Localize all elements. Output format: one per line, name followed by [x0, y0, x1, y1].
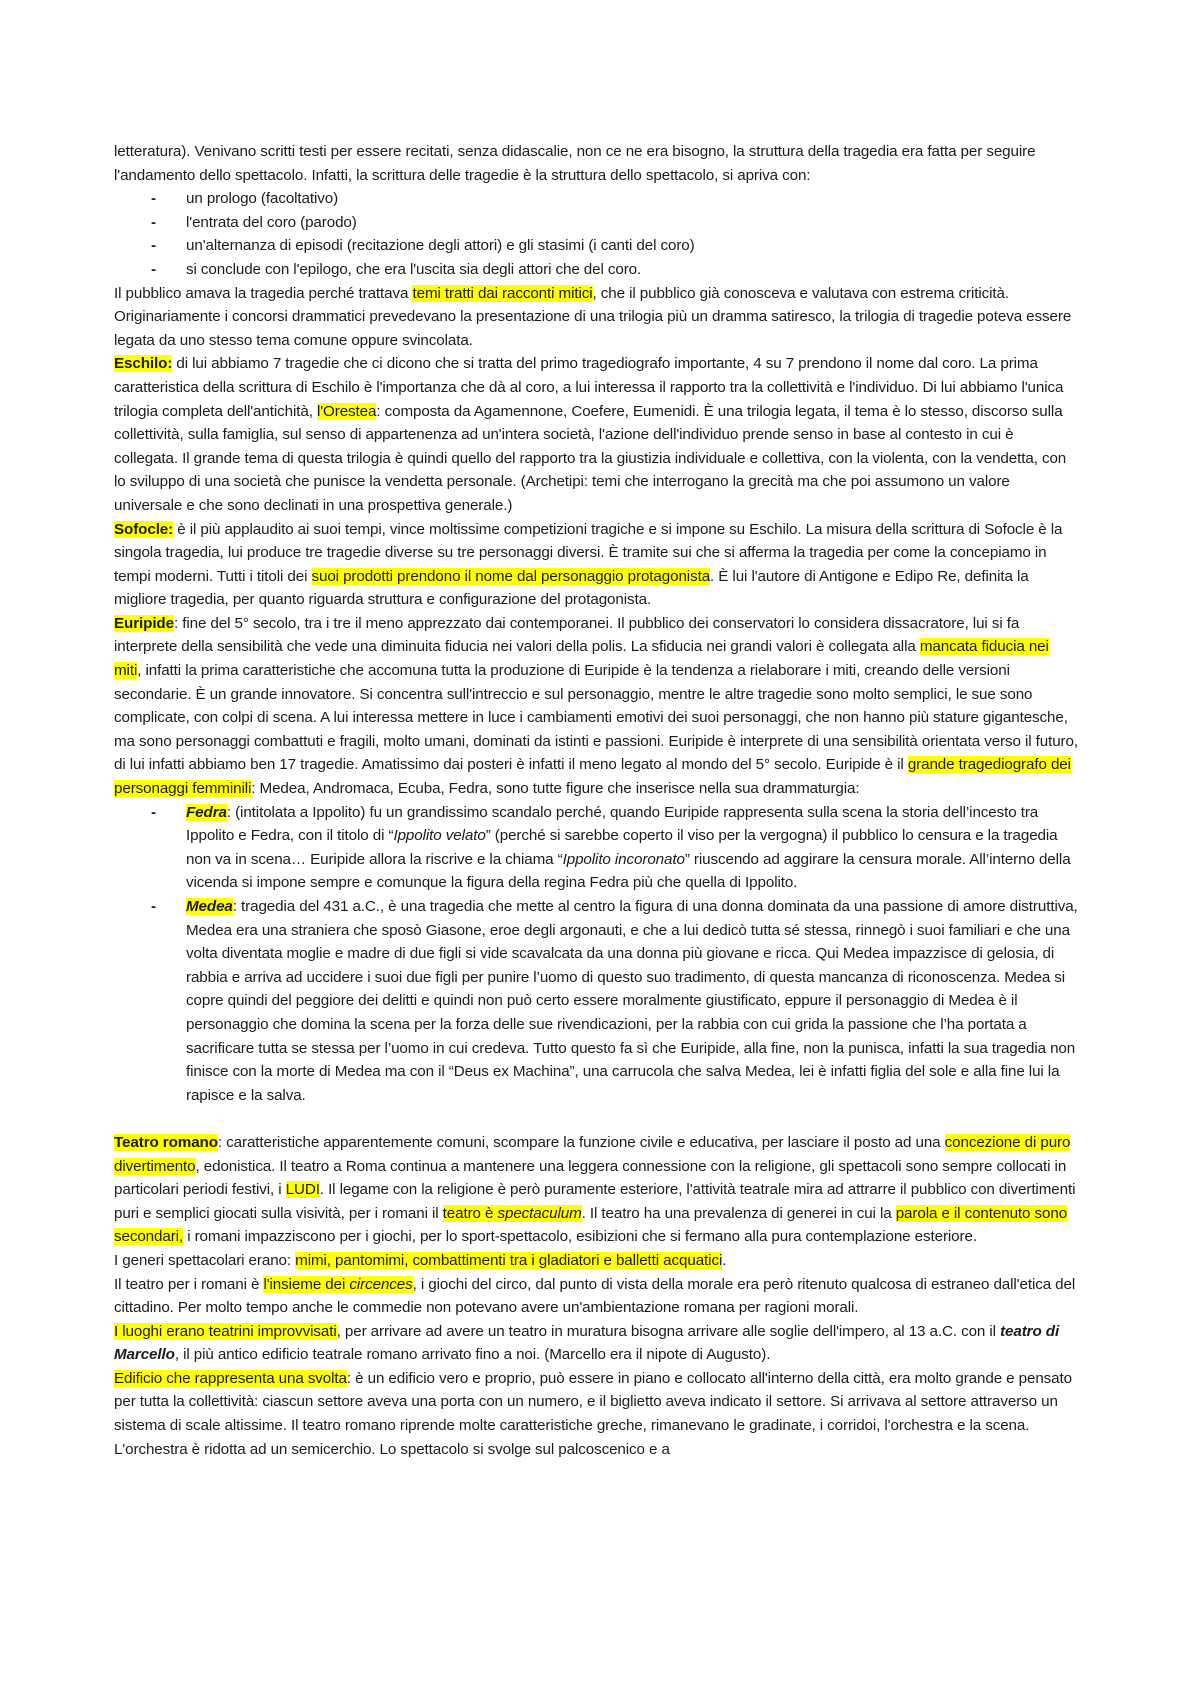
eschilo-heading: Eschilo:	[114, 355, 173, 373]
circenses-paragraph: Il teatro per i romani è l'insieme dei circences, i giochi del circo, dal punto di vista della morale era però ritenuto qualcosa di estraneo dall'etica del cittadino. Per molto tempo anche le commedie non potevano avere un'ambientazione romana per ragioni morali.	[114, 1275, 1076, 1317]
highlight: mancata fiducia nei miti	[114, 638, 1049, 680]
highlight: LUDI	[285, 1181, 320, 1199]
fedra-heading: Fedra	[186, 803, 227, 821]
highlight: Edificio che rappresenta una svolta	[114, 1369, 347, 1387]
highlight: l'Orestea	[316, 402, 377, 420]
edificio-paragraph: Edificio che rappresenta una svolta: è un edificio vero e proprio, può essere in piano e collocato all'interno della città, era molto grande e pensato per tutta la collettività: ciascun settore aveva una porta con un numero, e il biglietto aveva indicato il settore. Si arrivava al settore attraverso un sistema di scale altissime. Il teatro romano riprende molte caratteristiche greche, rimanevano le gradinate, i corridoi, l'orchestra e la scena. L'orchestra è ridotta ad un semicerchio. Lo spettacolo si svolge sul palcoscenico e a	[114, 1369, 1072, 1458]
euripide-paragraph: Euripide: fine del 5° secolo, tra i tre il meno apprezzato dai contemporanei. Il pubblico dei conservatori lo considera dissacratore, lui si fa interprete della sensibilità che vede una diminuita fiducia nei valori della polis. La sfiducia nei grandi valori è collegata alla mancata fiducia nei miti, infatti la prima caratteristiche che accomuna tutta la produzione di Euripide è la tendenza a rielaborare i miti, creando delle versioni secondarie. È un grande innovatore. Si concentra sull'intreccio e sul personaggio, mentre le altre tragedie sono molto semplici, le sue sono complicate, con colpi di scena. A lui interessa mettere in luce i cambiamenti emotivi dei suoi personaggi, che non hanno più stature gigantesche, ma sono personaggi combattuti e fragili, molto umani, dominati da istinti e passioni. Euripide è interprete di una sensibilità orientata verso il futuro, di lui infatti abbiamo ben 17 tragedie. Amatissimo dai posteri è infatti il meno legato al mondo del 5° secolo. Euripide è il grande tragediografo dei personaggi femminili: Medea, Andromaca, Ecuba, Fedra, sono tutte figure che inserisce nella sua drammaturgia:	[114, 614, 1078, 798]
highlight: concezione di puro divertimento	[114, 1133, 1071, 1175]
highlight: teatro è spectaculum	[442, 1204, 582, 1222]
highlight: mimi, pantomimi, combattimenti tra i gladiatori e balletti acquatici	[295, 1251, 723, 1269]
highlight: I luoghi erano teatrini improvvisati	[114, 1322, 337, 1340]
list-item: - l'entrata del coro (parodo)	[114, 211, 1080, 235]
tragedy-structure-list	[114, 187, 1080, 281]
document-page	[114, 140, 1080, 1461]
highlight: suoi prodotti prendono il nome dal personaggio protagonista	[311, 567, 711, 585]
intro-paragraph: letteratura). Venivano scritti testi per essere recitati, senza didascalie, non ce ne era bisogno, la struttura della tragedia era fatta per seguire l'andamento dello spettacolo. Infatti, la scrittura delle tragedie è la struttura dello spettacolo, si apriva con:	[114, 143, 1036, 184]
sofocle-heading: Sofocle:	[114, 520, 174, 538]
highlight: parola e il contenuto sono secondari,	[114, 1204, 1068, 1246]
public-paragraph: Il pubblico amava la tragedia perché trattava temi tratti dai racconti mitici, che il pubblico già conosceva e valutava con estrema criticità. Originariamente i concorsi drammatici prevedevano la presentazione di una trilogia più un dramma satiresco, la trilogia di tragedie poteva essere legata da uno stesso tema comune oppure svincolata.	[114, 284, 1072, 349]
highlight: grande tragediografo dei personaggi femminili	[114, 756, 1071, 798]
euripide-heading: Euripide	[114, 614, 174, 632]
luoghi-paragraph: I luoghi erano teatrini improvvisati, per arrivare ad avere un teatro in muratura bisogna arrivare alle soglie dell'impero, al 13 a.C. con il teatro di Marcello, il più antico edificio teatrale romano arrivato fino a noi. (Marcello era il nipote di Augusto).	[114, 1322, 1060, 1364]
list-item: - un'alternanza di episodi (recitazione degli attori) e gli stasimi (i canti del coro)	[114, 234, 1080, 258]
highlight: l'insieme dei circences	[263, 1275, 413, 1293]
highlight: temi tratti dai racconti mitici	[412, 284, 593, 302]
euripide-works-list	[114, 801, 1080, 1108]
list-item: - si conclude con l'epilogo, che era l'uscita sia degli attori che del coro.	[114, 258, 1080, 282]
generi-paragraph: I generi spettacolari erano: mimi, pantomimi, combattimenti tra i gladiatori e balletti acquatici.	[114, 1251, 727, 1269]
eschilo-paragraph: Eschilo: di lui abbiamo 7 tragedie che ci dicono che si tratta del primo tragediografo importante, 4 su 7 prendono il nome dal coro. La prima caratteristica della scrittura di Eschilo è l'importanza che dà al coro, a lui interessa il rapporto tra la collettività e l'individuo. Di lui abbiamo l'unica trilogia completa dell'antichità, l'Orestea: composta da Agamennone, Coefere, Eumenidi. È una trilogia legata, il tema è lo stesso, discorso sulla collettività, sulla famiglia, sul senso di appartenenza ad un'intera società, l'azione dell'individuo prende senso in base al contesto in cui è collegata. Il grande tema di questa trilogia è quindi quello del rapporto tra la giustizia individuale e collettiva, con la violenta, con la vendetta, con lo sviluppo di una società che punisce la vendetta personale. (Archetipi: temi che interrogano la grecità ma che poi assumono un valore universale e che sono declinati in una prospettiva generale.)	[114, 355, 1067, 514]
teatro-romano-paragraph: Teatro romano: caratteristiche apparentemente comuni, scompare la funzione civile e educativa, per lasciare il posto ad una concezione di puro divertimento, edonistica. Il teatro a Roma continua a mantenere una leggera connessione con la religione, gli spettacoli sono sempre collocati in particolari periodi festivi, i LUDI. Il legame con la religione è però puramente esteriore, l'attività teatrale mira ad attrarre il pubblico con divertimenti puri e semplici giocati sulla visività, per i romani il teatro è spectaculum. Il teatro ha una prevalenza di generei in cui la parola e il contenuto sono secondari, i romani impazziscono per i giochi, per lo sport-spettacolo, esibizioni che si fermano alla pura contemplazione esteriore.	[114, 1133, 1076, 1246]
list-item-fedra: - Fedra: (intitolata a Ippolito) fu un grandissimo scandalo perché, quando Euripide rappresenta sulla scena la storia dell’incesto tra Ippolito e Fedra, con il titolo di “Ippolito velato” (perché si sarebbe coperto il viso per la vergogna) il pubblico lo censura e la tragedia non va in scena… Euripide allora la riscrive e la chiama “Ippolito incoronato” riuscendo ad aggirare la censura morale. All’interno della vicenda si impone sempre e comunque la figura della regina Fedra più che quella di Ippolito.	[114, 801, 1080, 895]
sofocle-paragraph: Sofocle: è il più applaudito ai suoi tempi, vince moltissime competizioni tragiche e si impone su Eschilo. La misura della scrittura di Sofocle è la singola tragedia, lui produce tre tragedie diverse su tre personaggi diversi. È tramite sui che si afferma la tragedia per come la concepiamo in tempi moderni. Tutti i titoli dei suoi prodotti prendono il nome dal personaggio protagonista. È lui l'autore di Antigone e Edipo Re, definita la migliore tragedia, per quanto riguarda struttura e configurazione del protagonista.	[114, 520, 1063, 609]
list-item: - un prologo (facoltativo)	[114, 187, 1080, 211]
list-item-medea: - Medea: tragedia del 431 a.C., è una tragedia che mette al centro la figura di una donna dominata da una passione di amore distruttiva, Medea era una straniera che sposò Giasone, eroe degli argonauti, e che a lui dedicò tutta sé stessa, rinnegò i suoi familiari e che una volta diventata moglie e madre di due figli si vide scavalcata da una donna più giovane e ricca. Qui Medea impazzisce di gelosia, di rabbia e arriva ad uccidere i suoi due figli per punire l’uomo di questo suo tradimento, di questa mancanza di riconoscenza. Medea si copre quindi del peggiore dei delitti e quindi non può certo essere moralmente giustificato, eppure il personaggio di Medea è il personaggio che domina la scena per la forza delle sue rivendicazioni, per la rabbia con cui grida la passione che l’ha portata a sacrificare tutta se stessa per l’uomo in cui credeva. Tutto questo fa sì che Euripide, alla fine, non la punisca, infatti la sua tragedia non finisce con la morte di Medea ma con il “Deus ex Machina”, una carrucola che salva Medea, lei è infatti figlia del sole e alla fine lui la rapisce e la salva.	[114, 895, 1080, 1107]
teatro-romano-heading: Teatro romano	[114, 1133, 218, 1151]
medea-heading: Medea	[186, 898, 233, 915]
